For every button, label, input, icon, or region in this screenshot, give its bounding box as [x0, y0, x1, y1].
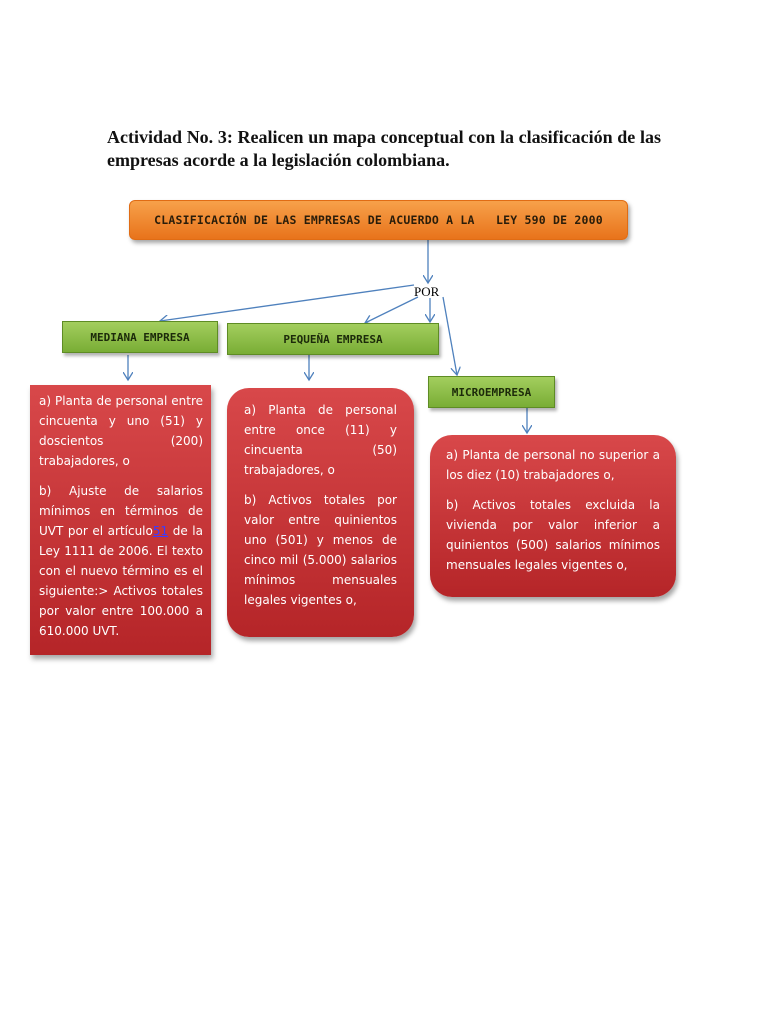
pequena-empresa-label: PEQUEÑA EMPRESA: [227, 323, 439, 355]
micro-criterion-b: b) Activos totales excluida la vivienda por valor inferior a quinientos (500) salarios mínimos mensuales legales vigentes o,: [446, 498, 660, 572]
activity-heading: Actividad No. 3: Realicen un mapa conceptual con la clasificación de las empresas acorde a la legislación colombiana.: [107, 127, 661, 170]
mediana-criterion-b: [39, 481, 203, 641]
mediana-empresa-label: MEDIANA EMPRESA: [62, 321, 218, 353]
classification-title: CLASIFICACIÓN DE LAS EMPRESAS DE ACUERDO A LA LEY 590 DE 2000: [129, 200, 628, 240]
mediana-empresa-details: [30, 385, 211, 655]
arrow-por-to-mediana: [160, 285, 414, 321]
arrow-por-to-pequena: [365, 297, 418, 323]
mediana-b-text: b) Ajuste de salarios mínimos en términos de UVT por el artículo: [39, 484, 203, 538]
arrow-por-to-micro: [443, 297, 457, 375]
pequena-criterion-b: b) Activos totales por valor entre quinientos uno (501) y menos de cinco mil (5.000) salarios mínimos mensuales legales vigentes o,: [244, 493, 397, 607]
pequena-empresa-details: [227, 388, 414, 637]
connector-label: POR: [414, 284, 440, 299]
pequena-criterion-a: a) Planta de personal entre once (11) y cincuenta (50) trabajadores, o: [244, 403, 397, 477]
article-51-link[interactable]: 51: [152, 524, 169, 538]
mediana-b-text-2: de la Ley 1111 de 2006. El texto con el nuevo término es el siguiente:> Activos totales por valor entre 100.000 a 610.000 UVT.: [39, 524, 203, 638]
microempresa-details: [430, 435, 676, 597]
micro-criterion-a: a) Planta de personal no superior a los diez (10) trabajadores o,: [446, 448, 660, 482]
mediana-criterion-a: a) Planta de personal entre cincuenta y uno (51) y doscientos (200) trabajadores, o: [39, 394, 203, 468]
microempresa-label: MICROEMPRESA: [428, 376, 555, 408]
